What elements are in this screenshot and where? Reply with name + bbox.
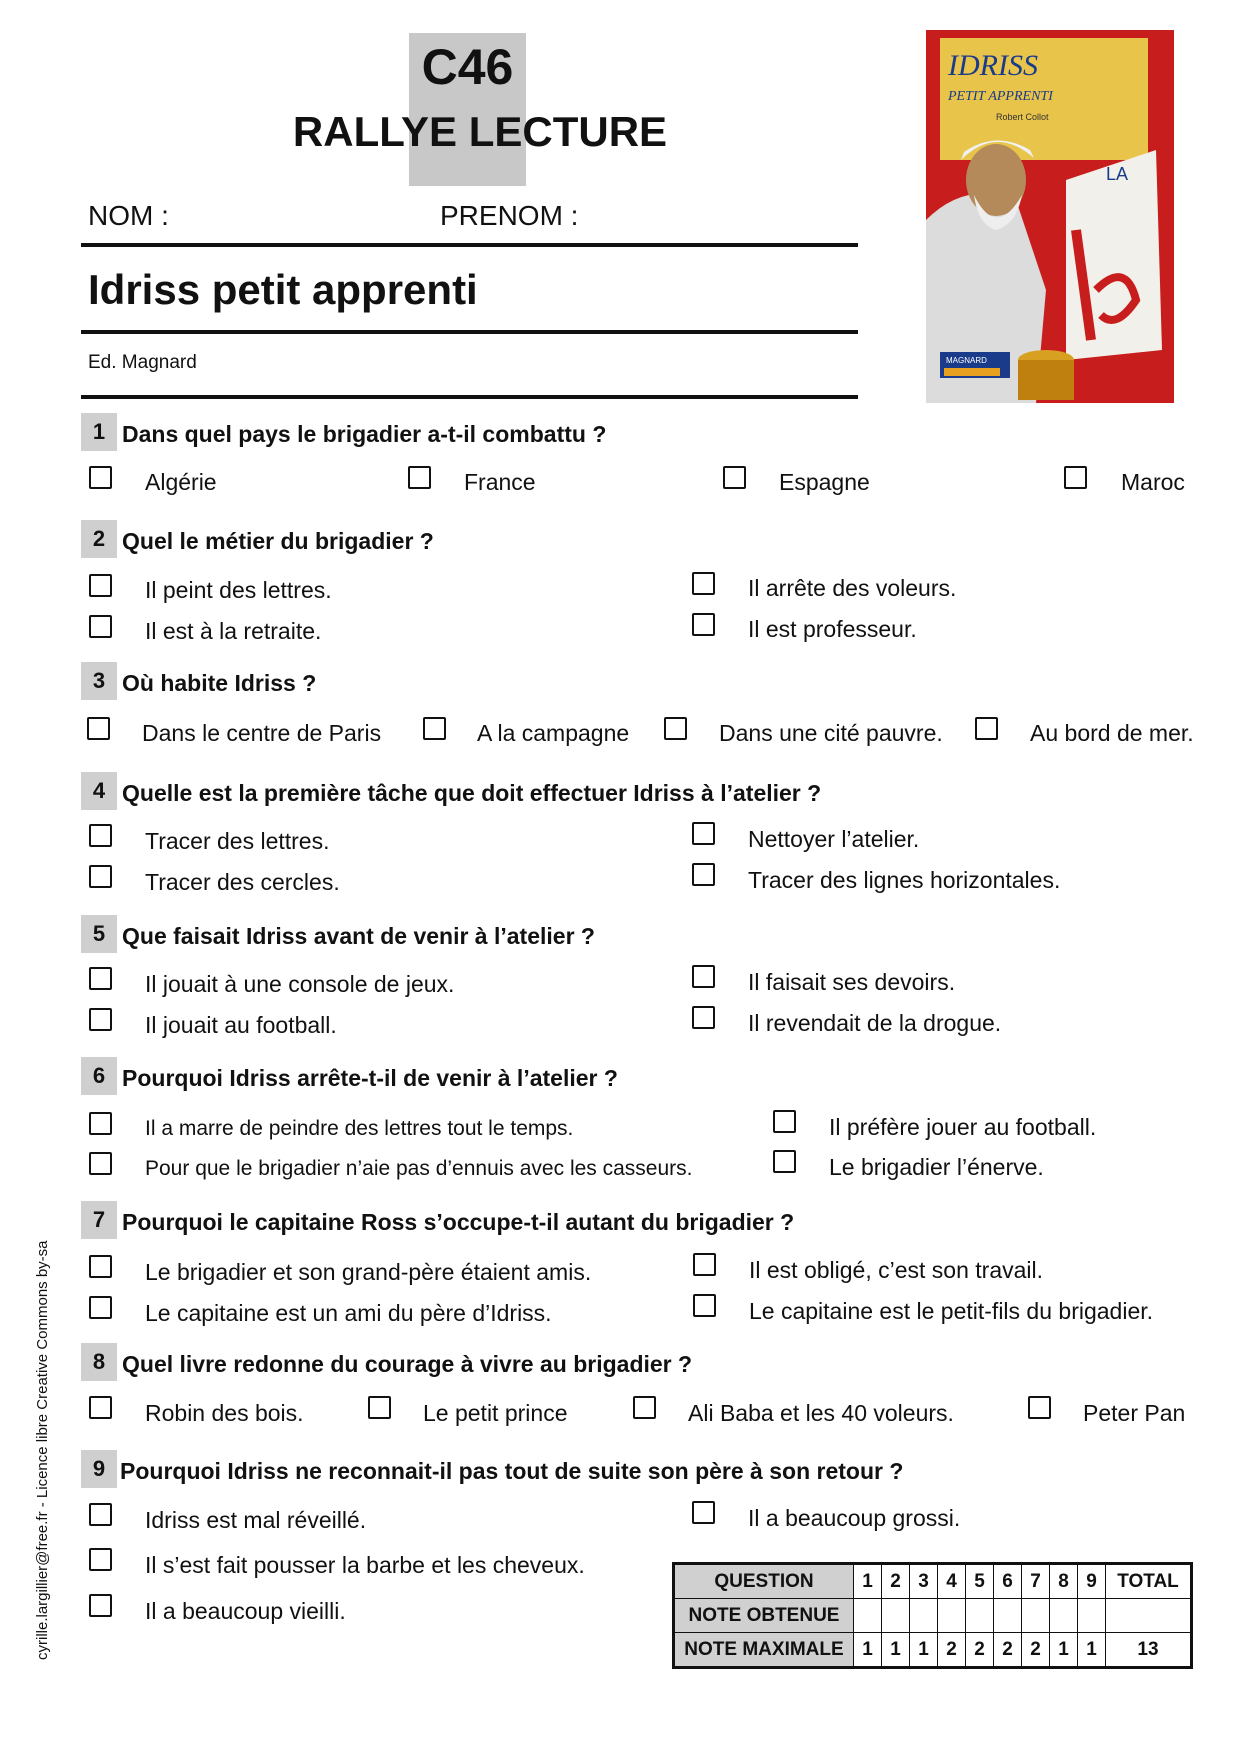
answer-checkbox[interactable] [692, 613, 715, 636]
score-total: 13 [1106, 1633, 1192, 1668]
question-number: 5 [81, 915, 117, 953]
answer-option: Le capitaine est le petit-fils du brigadier. [749, 1298, 1154, 1324]
answer-checkbox[interactable] [89, 1255, 112, 1278]
score-table [672, 1562, 1193, 1669]
book-title: Idriss petit apprenti [88, 266, 478, 313]
answer-checkbox[interactable] [664, 717, 687, 740]
answer-option: France [464, 469, 536, 495]
score-cell-input[interactable] [994, 1599, 1022, 1633]
score-cell-input[interactable] [938, 1599, 966, 1633]
answer-checkbox[interactable] [773, 1110, 796, 1133]
answer-option: Il est à la retraite. [145, 618, 322, 644]
cover-publisher: MAGNARD [946, 356, 987, 365]
answer-checkbox[interactable] [89, 824, 112, 847]
answer-option: Idriss est mal réveillé. [145, 1507, 367, 1533]
answer-option: Le brigadier et son grand-père étaient amis. [145, 1259, 592, 1285]
answer-checkbox[interactable] [89, 1008, 112, 1031]
answer-checkbox[interactable] [1064, 466, 1087, 489]
question-number: 4 [81, 772, 117, 810]
question-text: Pourquoi Idriss ne reconnait-il pas tout de suite son père à son retour ? [120, 1458, 904, 1484]
column-header: 6 [994, 1564, 1022, 1599]
score-cell-input[interactable] [882, 1599, 910, 1633]
question-text: Pourquoi Idriss arrête-t-il de venir à l’atelier ? [122, 1065, 618, 1091]
column-header: TOTAL [1106, 1564, 1192, 1599]
rallye-title: RALLYE LECTURE [292, 108, 668, 155]
answer-checkbox[interactable] [89, 1296, 112, 1319]
question-number: 2 [81, 520, 117, 558]
score-cell: 2 [938, 1633, 966, 1668]
answer-option: Le brigadier l’énerve. [829, 1154, 1044, 1180]
answer-option: Il est obligé, c’est son travail. [749, 1257, 1044, 1283]
question-text: Que faisait Idriss avant de venir à l’atelier ? [122, 923, 595, 949]
question-number: 3 [81, 662, 117, 700]
answer-option: Espagne [779, 469, 870, 495]
answer-option: Tracer des cercles. [145, 869, 340, 895]
answer-checkbox[interactable] [89, 1396, 112, 1419]
row-label: NOTE MAXIMALE [674, 1633, 854, 1668]
answer-checkbox[interactable] [89, 967, 112, 990]
column-header: 3 [910, 1564, 938, 1599]
answer-option: Dans le centre de Paris [142, 720, 382, 746]
answer-option: Il a marre de peindre des lettres tout le temps. [145, 1117, 574, 1140]
answer-option: Maroc [1121, 469, 1185, 495]
answer-checkbox[interactable] [89, 466, 112, 489]
score-row-obtenue [674, 1599, 1192, 1633]
answer-checkbox[interactable] [423, 717, 446, 740]
cover-sign-text: LA [1106, 164, 1129, 184]
score-row-question [674, 1564, 1192, 1599]
column-header: 7 [1022, 1564, 1050, 1599]
question-text: Quelle est la première tâche que doit effectuer Idriss à l’atelier ? [122, 780, 822, 806]
cover-author: Robert Collot [996, 112, 1049, 122]
answer-checkbox[interactable] [1028, 1396, 1051, 1419]
answer-option: Le petit prince [423, 1400, 568, 1426]
answer-checkbox[interactable] [693, 1253, 716, 1276]
answer-option: Le capitaine est un ami du père d’Idriss. [145, 1300, 552, 1326]
answer-option: Il est professeur. [748, 616, 917, 642]
score-cell: 1 [910, 1633, 938, 1668]
divider [81, 395, 858, 399]
answer-checkbox[interactable] [692, 572, 715, 595]
answer-option: Tracer des lettres. [145, 828, 330, 854]
row-label: QUESTION [674, 1564, 854, 1599]
answer-option: Il jouait à une console de jeux. [145, 971, 455, 997]
editor-label: Ed. Magnard [88, 352, 197, 373]
answer-checkbox[interactable] [89, 615, 112, 638]
answer-checkbox[interactable] [975, 717, 998, 740]
answer-checkbox[interactable] [692, 1006, 715, 1029]
answer-option: Algérie [145, 469, 217, 495]
answer-checkbox[interactable] [692, 965, 715, 988]
answer-option: Il peint des lettres. [145, 577, 332, 603]
question-text: Dans quel pays le brigadier a-t-il combattu ? [122, 421, 607, 447]
answer-option: Robin des bois. [145, 1400, 304, 1426]
answer-option: Il a beaucoup grossi. [748, 1505, 961, 1531]
column-header: 8 [1050, 1564, 1078, 1599]
answer-option: Ali Baba et les 40 voleurs. [688, 1400, 954, 1426]
answer-checkbox[interactable] [368, 1396, 391, 1419]
question-number: 8 [81, 1343, 117, 1381]
score-cell-input[interactable] [1022, 1599, 1050, 1633]
question-text: Quel le métier du brigadier ? [122, 528, 434, 554]
answer-option: Dans une cité pauvre. [719, 720, 943, 746]
score-cell: 2 [966, 1633, 994, 1668]
question-number: 9 [81, 1450, 117, 1488]
score-cell-input[interactable] [910, 1599, 938, 1633]
answer-checkbox[interactable] [693, 1294, 716, 1317]
score-total-input[interactable] [1106, 1599, 1192, 1633]
answer-checkbox[interactable] [692, 1501, 715, 1524]
divider [81, 243, 858, 247]
answer-option: Au bord de mer. [1030, 720, 1194, 746]
cover-title-1: IDRISS [948, 49, 1038, 82]
question-number: 7 [81, 1201, 117, 1239]
column-header: 2 [882, 1564, 910, 1599]
nom-label: NOM : [88, 200, 169, 231]
answer-option: Il faisait ses devoirs. [748, 969, 956, 995]
score-cell: 1 [882, 1633, 910, 1668]
score-row-maximale [674, 1633, 1192, 1668]
answer-checkbox[interactable] [723, 466, 746, 489]
cover-title-2: PETIT APPRENTI [948, 89, 1053, 104]
answer-checkbox[interactable] [87, 717, 110, 740]
question-text: Pourquoi le capitaine Ross s’occupe-t-il autant du brigadier ? [122, 1209, 795, 1235]
answer-option: Tracer des lignes horizontales. [748, 867, 1061, 893]
answer-option: Il préfère jouer au football. [829, 1114, 1097, 1140]
score-cell: 2 [994, 1633, 1022, 1668]
question-text: Où habite Idriss ? [122, 670, 317, 696]
question-text: Quel livre redonne du courage à vivre au brigadier ? [122, 1351, 693, 1377]
answer-option: Nettoyer l’atelier. [748, 826, 920, 852]
question-number: 6 [81, 1057, 117, 1095]
score-cell-input[interactable] [1078, 1599, 1106, 1633]
column-header: 1 [854, 1564, 882, 1599]
score-cell-input[interactable] [1050, 1599, 1078, 1633]
answer-checkbox[interactable] [89, 1152, 112, 1175]
answer-option: Peter Pan [1083, 1400, 1186, 1426]
score-cell-input[interactable] [854, 1599, 882, 1633]
score-cell: 1 [1078, 1633, 1106, 1668]
answer-checkbox[interactable] [692, 863, 715, 886]
answer-checkbox[interactable] [773, 1150, 796, 1173]
answer-option: A la campagne [477, 720, 630, 746]
answer-option: Il jouait au football. [145, 1012, 337, 1038]
column-header: 5 [966, 1564, 994, 1599]
answer-checkbox[interactable] [408, 466, 431, 489]
answer-checkbox[interactable] [89, 1112, 112, 1135]
answer-option: Il s’est fait pousser la barbe et les cheveux. [145, 1552, 585, 1578]
answer-option: Il a beaucoup vieilli. [145, 1598, 346, 1624]
book-cover-image [926, 30, 1174, 403]
answer-checkbox[interactable] [89, 1503, 112, 1526]
column-header: 9 [1078, 1564, 1106, 1599]
prenom-label: PRENOM : [440, 200, 579, 231]
row-label: NOTE OBTENUE [674, 1599, 854, 1633]
answer-checkbox[interactable] [89, 1548, 112, 1571]
sheet-code: C46 [421, 39, 514, 95]
column-header: 4 [938, 1564, 966, 1599]
question-number: 1 [81, 413, 117, 451]
answer-option: Il arrête des voleurs. [748, 575, 957, 601]
score-cell: 1 [854, 1633, 882, 1668]
divider [81, 330, 858, 334]
answer-option: Il revendait de la drogue. [748, 1010, 1002, 1036]
answer-checkbox[interactable] [692, 822, 715, 845]
license-note: cyrille.largillier@free.fr - Licence libre Creative Commons by-sa [34, 1240, 51, 1660]
score-cell: 2 [1022, 1633, 1050, 1668]
answer-checkbox[interactable] [89, 574, 112, 597]
answer-checkbox[interactable] [89, 865, 112, 888]
answer-option: Pour que le brigadier n’aie pas d’ennuis avec les casseurs. [145, 1157, 693, 1180]
answer-checkbox[interactable] [89, 1594, 112, 1617]
answer-checkbox[interactable] [633, 1396, 656, 1419]
score-cell-input[interactable] [966, 1599, 994, 1633]
score-cell: 1 [1050, 1633, 1078, 1668]
